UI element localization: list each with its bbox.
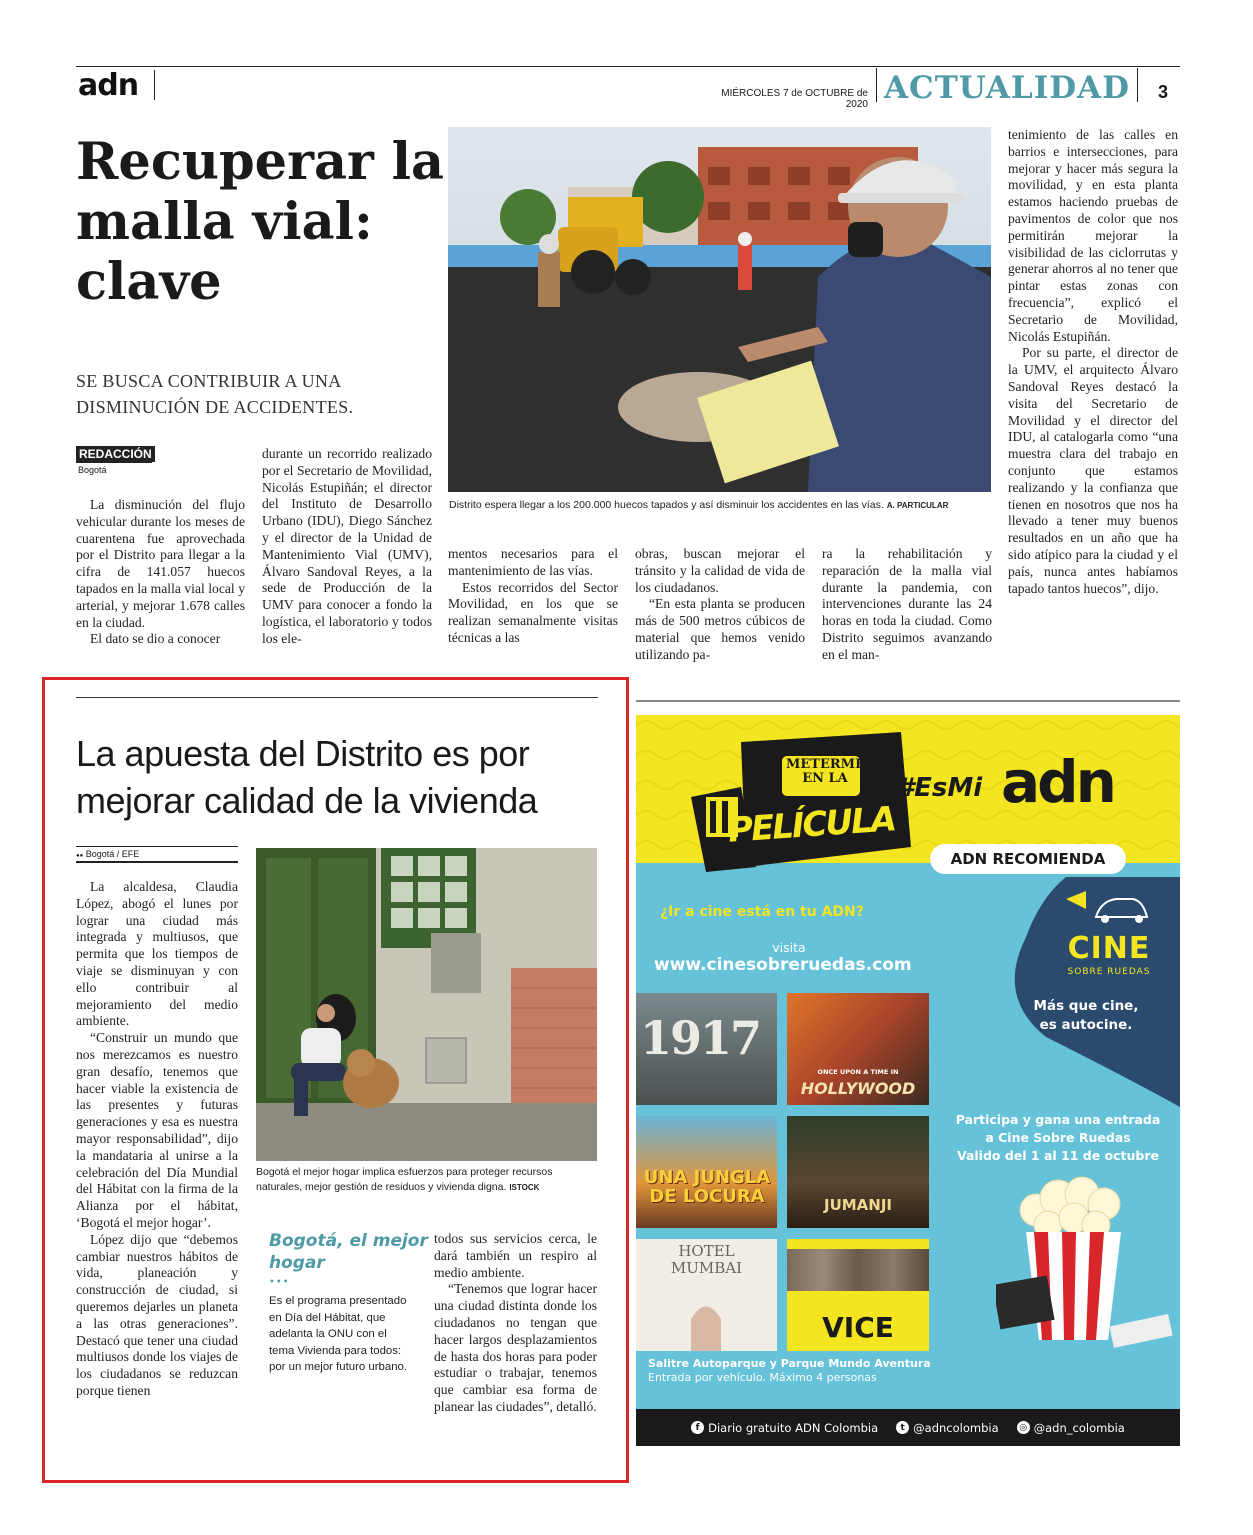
ad-footer: [636, 1409, 1180, 1446]
article-column: [76, 497, 245, 648]
ad-location-note: Entrada por vehículo. Máximo 4 personas: [648, 1371, 877, 1384]
cine-logo: CINE: [1067, 931, 1151, 966]
byline-label: REDACCIÓN: [76, 446, 155, 462]
article-headline: La apuesta del Distrito es por mejorar calidad de la vivienda: [76, 733, 538, 821]
paragraph: “Tenemos que lograr hacer una ciudad distinta donde los ciudadanos no tengan que hacer largos desplazamientos de hasta dos horas para poder estudiar o trabajar, tenemos que cambiar esa forma de planear las ciudades”, detalló.: [434, 1281, 597, 1414]
instagram-icon: ◎: [1017, 1421, 1030, 1434]
paragraph: El dato se dio a conocer: [90, 631, 221, 647]
photo-caption: [449, 499, 994, 511]
paragraph: “Construir un mundo que nos merezcamos es nuestro gran desafío, tenemos que hacer viable la existencia de las presentes y futuras generaciones y esa es nuestra mayor responsabilidad”, dijo la mandataria al unirse a la celebración del Día Mundial del Hábitat con la firma de la Alianza por el hábitat, ‘Bogotá el mejor hogar’.: [76, 1030, 238, 1230]
photo-credit: A. PARTICULAR: [886, 501, 949, 510]
sidebar-title: Bogotá, el mejor hogar: [269, 1231, 428, 1273]
byline-rule: [76, 861, 238, 863]
photo-caption: [256, 1165, 596, 1195]
movie-poster[interactable]: 1917: [636, 993, 777, 1105]
article-column: [448, 546, 618, 647]
issue-date: MIÉRCOLES 7 de OCTUBRE de 2020: [721, 88, 868, 110]
paragraph: Por su parte, el director de la UMV, el arquitecto Álvaro Sandoval Reyes destacó la visita del Secretario de Movilidad y el director del IDU, al catalogarla como “una muestra clara del trabajo en conjunto que estamos realizando y la confianza que tienen en nosotros que nos ha llevado a tener muy buenos resultados en un año que ha sido atípico para la ciudad y el país, nunca antes habíamos tapado tantos huecos”, dijo.: [1008, 345, 1178, 596]
twitter-icon: t: [896, 1421, 909, 1434]
article-column: [262, 446, 432, 648]
hashtag: #EsMi: [896, 773, 983, 803]
cine-logo-sub: SOBRE RUEDAS: [1067, 967, 1151, 977]
page-number: 3: [1158, 82, 1169, 102]
paragraph: La alcaldesa, Claudia López, abogó el lunes por lograr una ciudad más integrada y multiusos, que permita que los tiempos de viaje se disminuyan y con ello contribuir al mejoramiento del medio ambiente.: [76, 879, 238, 1029]
paragraph: La disminución del flujo vehicular durante los meses de cuarentena fue aprovechada por el Distrito para llegar a la cifra de 141.057 huecos tapados en la malla vial local y arterial, y mejorar 1.678 calles en la ciudad.: [76, 497, 245, 630]
caption-text: Distrito espera llegar a los 200.000 huecos tapados y así disminuir los accidentes en las vías.: [449, 499, 884, 511]
ticket-title: PELÍCULA: [726, 799, 897, 851]
article-column: [822, 546, 992, 664]
article-headline: Recuperar la malla vial: clave: [76, 132, 445, 312]
paragraph: “En esta planta se producen más de 500 metros cúbicos de material que hemos venido utilizando pa-: [635, 596, 805, 662]
byline-location: ●● Bogotá / EFE: [76, 849, 140, 859]
ad-promo: Participa y gana una entrada a Cine Sobre Ruedas Valido del 1 al 11 de octubre: [955, 1112, 1161, 1163]
instagram-link[interactable]: ◎ @adn_colombia: [1017, 1421, 1125, 1435]
paragraph: mentos necesarios para el mantenimiento de las vías.: [448, 546, 618, 578]
photo-credit: ISTOCK: [509, 1183, 540, 1192]
paragraph: López dijo que “debemos cambiar nuestros hábitos de vida, planeación y construcción de ciudad, si queremos dejarles un planeta a las otras generaciones”. Destacó que tener una ciudad multiusos donde los viajes de los ciudadanos se reduzcan porque tienen: [76, 1231, 238, 1398]
header-divider: [154, 70, 155, 100]
paragraph: durante un recorrido realizado por el Secretario de Movilidad, Nicolás Estupiñán; el director del Instituto de Desarrollo Urbano (IDU), Diego Sánchez y el director de la Unidad de Mantenimiento Vial (UMV), Álvaro Sandoval Reyes, a la sede de Producción de la UMV para conocer a fondo la logística, el laboratorio y todos los ele-: [262, 446, 432, 646]
ticket-text: METERME EN LA: [786, 757, 865, 786]
advertisement[interactable]: [636, 715, 1180, 1446]
ad-visita: visita: [772, 940, 806, 955]
cine-tagline: Más que cine, es autocine.: [1033, 998, 1139, 1033]
article-top-rule: [76, 697, 598, 698]
car-icon: [1061, 887, 1151, 931]
paragraph: tenimiento de las calles en barrios e intersecciones, para mejorar y hacer más segura la movilidad, y en esta planta estamos haciendo pruebas de pavimentos de color que nos permitirán mejorar la visibilidad de las ciclorrutas y generar ahorros al no tener que pintar estas zonas con frecuencia”, explicó el Secretario de Movilidad, Nicolás Estupiñán.: [1008, 127, 1178, 344]
facebook-link[interactable]: f Diario gratuito ADN Colombia: [691, 1421, 878, 1435]
byline-rule: [76, 462, 152, 463]
bullet-icon: ●●: [76, 853, 84, 859]
article-column: [635, 546, 805, 664]
header-divider: [1137, 68, 1138, 102]
movie-poster[interactable]: HOTEL MUMBAI: [636, 1239, 777, 1351]
header-top-rule: [76, 66, 1180, 67]
article-deck: SE BUSCA CONTRIBUIR A UNA DISMINUCIÓN DE ACCIDENTES.: [76, 371, 354, 417]
woman-with-dog-photo: [256, 848, 597, 1161]
movie-poster[interactable]: UNA JUNGLA DE LOCURA: [636, 1116, 777, 1228]
ad-location: Salitre Autoparque y Parque Mundo Aventura: [648, 1357, 931, 1370]
ad-question: ¿Ir a cine está en tu ADN?: [660, 904, 864, 920]
paragraph: todos sus servicios cerca, le dará también un respiro al medio ambiente.: [434, 1231, 597, 1280]
section-title: ACTUALIDAD: [884, 70, 1131, 106]
ad-top-rule: [636, 700, 1180, 702]
sidebar-text: Es el programa presentado en Día del Hábitat, que adelanta la ONU con el tema Vivienda para todos: por un mejor futuro urbano.: [269, 1295, 408, 1373]
movie-poster[interactable]: ONCE UPON A TIME IN HOLLYWOOD: [787, 993, 929, 1105]
byline-rule: [76, 846, 238, 847]
article-column: [76, 879, 238, 1400]
road-repair-photo: [448, 127, 991, 492]
recomienda-badge: ADN RECOMIENDA: [930, 844, 1126, 874]
ad-url[interactable]: www.cinesobreruedas.com: [654, 955, 912, 975]
popcorn-icon: [996, 1170, 1180, 1360]
article-column: [1008, 127, 1178, 597]
movie-poster[interactable]: JUMANJI: [787, 1116, 929, 1228]
byline-location: Bogotá: [78, 465, 107, 475]
movie-poster[interactable]: VICE: [787, 1239, 929, 1351]
header-divider: [876, 68, 877, 102]
poster-faces: [787, 1249, 929, 1291]
facebook-icon: f: [691, 1421, 704, 1434]
sidebar-dots: •••: [269, 1277, 290, 1288]
twitter-link[interactable]: t @adncolombia: [896, 1421, 998, 1435]
adn-brand: adn: [1001, 748, 1114, 816]
paragraph: ra la rehabilitación y reparación de la malla vial durante la pandemia, con intervenciones durante las 24 horas en toda la ciudad. Como Distrito seguimos avanzando en el man-: [822, 546, 992, 662]
adn-logo: adn: [78, 68, 139, 103]
caption-text: Bogotá el mejor hogar implica esfuerzos para proteger recursos naturales, mejor gestión de residuos y vivienda digna.: [256, 1166, 553, 1193]
paragraph: Estos recorridos del Sector Movilidad, en los que se realizan semanalmente visitas técnicas a las: [448, 579, 618, 645]
paragraph: obras, buscan mejorar el tránsito y la calidad de vida de los ciudadanos.: [635, 546, 805, 595]
article-column: [434, 1231, 597, 1416]
